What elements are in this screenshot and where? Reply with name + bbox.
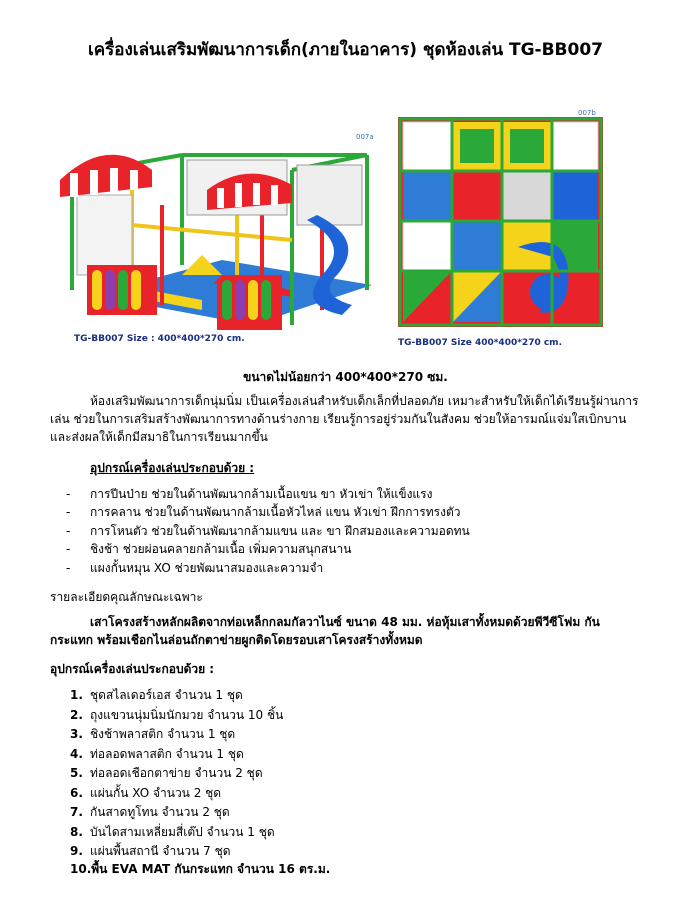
list-item: 3. ชิงช้าพลาสติก จำนวน 1 ชุด	[70, 727, 236, 741]
list-item: 8. บันไดสามเหลี่ยมสี่เต๊ป จำนวน 1 ชุด	[70, 824, 275, 839]
items-heading: อุปกรณ์เครื่องเล่นประกอบด้วย :	[50, 662, 215, 676]
intro-text: ห้องเสริมพัฒนาการเด็กนุ่มนิ่ม เป็นเครื่องเล่นสำหรับเด็กเล็กที่ปลอดภัย เหมาะสำหรับให้เด็กได้เรียนรู้ผ่านการเล่น ช่วยในการเสริมสร้างพัฒนาการทางด้านร่างกาย เรียนรู้การอยู่ร่วมกันในสังคม ช่วยให้อารมณ์แจ่มใสเบิกบาน และส่งผลให้เด็กมีสมาธิในการเรียนมากขึ้น	[50, 394, 639, 444]
list-item: - ชิงช้า ช่วยผ่อนคลายกล้ามเนื้อ เพิ่มความสนุกสนาน	[66, 542, 352, 557]
benefits-list	[66, 485, 470, 577]
last-list-item: 10.พื้น EVA MAT กันกระแทก จำนวน 16 ตร.ม.	[70, 862, 331, 876]
image-b-code: 007b	[578, 109, 596, 117]
spec-heading: รายละเอียดคุณลักษณะเฉพาะ	[50, 590, 203, 604]
list-item: 1. ชุดสไลเดอร์เอส จำนวน 1 ชุด	[70, 688, 243, 702]
equipment-heading: อุปกรณ์เครื่องเล่นประกอบด้วย :	[90, 461, 255, 475]
intro-paragraph	[50, 392, 640, 446]
page-title: เครื่องเล่นเสริมพัฒนาการเด็ก(ภายในอาคาร) ชุดห้องเล่น TG-BB007	[87, 40, 603, 60]
playground-image-a	[52, 125, 382, 350]
list-item: - การโหนตัว ช่วยในด้านพัฒนากล้ามแขน และ ขา ฝึกสมองและความอดทน	[66, 523, 470, 538]
list-item: - การปีนป่าย ช่วยในด้านพัฒนากล้ามเนื้อแขน ขา หัวเข่า ให้แข็งแรง	[66, 487, 433, 501]
items-list	[70, 686, 283, 862]
image-a-caption: TG-BB007 Size : 400*400*270 cm.	[74, 334, 245, 344]
playground-image-b	[398, 117, 603, 327]
image-b-caption: TG-BB007 Size 400*400*270 cm.	[398, 338, 562, 348]
list-item: - แผงกั้นหมุน XO ช่วยพัฒนาสมองและความจำ	[66, 560, 324, 575]
list-item: 5. ท่อลอดเชือกตาข่าย จำนวน 2 ชุด	[70, 766, 263, 780]
list-item: - การคลาน ช่วยในด้านพัฒนากล้ามเนื้อหัวไหล่ แขน หัวเข่า ฝึกการทรงตัว	[66, 505, 461, 520]
list-item: 9. แผ่นพื้นสถานี จำนวน 7 ชุด	[70, 844, 231, 858]
spec-paragraph	[50, 613, 640, 649]
playground-top-view	[398, 117, 603, 327]
size-line: ขนาดไม่น้อยกว่า 400*400*270 ซม.	[243, 370, 448, 384]
list-item: 2. ถุงแขวนนุ่มนิ่มนักมวย จำนวน 10 ชิ้น	[70, 707, 284, 722]
list-item: 4. ท่อลอดพลาสติก จำนวน 1 ชุด	[70, 746, 244, 761]
list-item: 6. แผ่นกั้น XO จำนวน 2 ชุด	[70, 785, 222, 800]
spec-text: เสาโครงสร้างหลักผลิตจากท่อเหล็กกลมกัลวาไนซ์ ขนาด 48 มม. ห่อหุ้มเสาทั้งหมดด้วยพีวีซีโฟม กันกระแทก พร้อมเชือกไนล่อนถักตาข่ายผูกติดโดยรอบเสาโครงสร้างทั้งหมด	[50, 615, 600, 647]
list-item: 7. กันสาดทูโทน จำนวน 2 ชุด	[70, 805, 230, 819]
image-a-code: 007a	[356, 133, 374, 141]
playground-illustration	[52, 125, 382, 350]
